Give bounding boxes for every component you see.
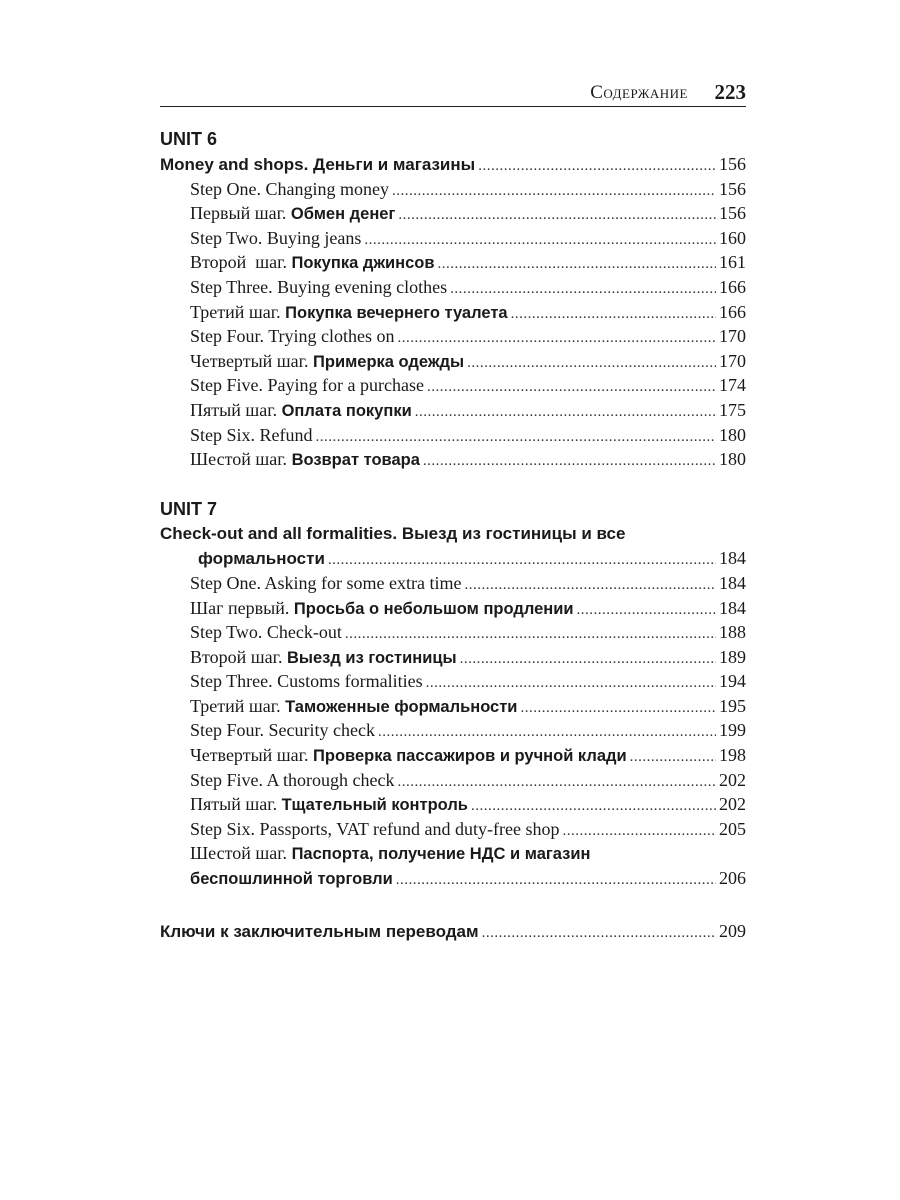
dot-leader bbox=[415, 400, 716, 425]
toc-entry[interactable] bbox=[160, 423, 746, 448]
toc-entry-page: 195 bbox=[719, 695, 746, 716]
dot-leader bbox=[398, 203, 716, 228]
toc-entry-unit-7-main-line2[interactable] bbox=[160, 546, 746, 571]
toc-entry-page: 202 bbox=[719, 769, 746, 790]
toc-entry[interactable] bbox=[160, 645, 746, 670]
dot-leader bbox=[426, 671, 716, 696]
toc-entry-title: Первый шаг. bbox=[190, 203, 291, 224]
toc-entry-page: 202 bbox=[719, 794, 746, 815]
toc-entry-title-bold-continued: беспошлинной торговли bbox=[190, 870, 393, 889]
page-header bbox=[160, 80, 746, 107]
dot-leader bbox=[478, 154, 716, 179]
toc-entry[interactable] bbox=[160, 792, 746, 817]
toc-entry-title-bold: Возврат товара bbox=[291, 451, 420, 470]
toc-entry-title-continued: формальности bbox=[198, 549, 325, 569]
toc-entry-title: Третий шаг. bbox=[190, 301, 286, 322]
dot-leader bbox=[438, 252, 716, 277]
dot-leader bbox=[450, 277, 716, 302]
toc-entry-title-bold: Просьба о небольшом продлении bbox=[293, 599, 574, 618]
toc-entry-page: 205 bbox=[719, 818, 746, 839]
toc-entry-unit-6-main[interactable] bbox=[160, 152, 746, 177]
toc-entry-page: 184 bbox=[719, 548, 746, 569]
unit-6-items bbox=[160, 177, 746, 472]
dot-leader bbox=[460, 647, 716, 672]
toc-entry-title: Шаг первый. bbox=[190, 597, 294, 618]
toc-entry[interactable] bbox=[160, 226, 746, 251]
toc-entry-title: Step Three. Buying evening clothes bbox=[190, 276, 448, 297]
toc-entry-page: 166 bbox=[719, 276, 746, 297]
dot-leader bbox=[392, 179, 716, 204]
toc-entry[interactable] bbox=[160, 768, 746, 793]
dot-leader bbox=[423, 449, 716, 474]
toc-entry-title: Пятый шаг. bbox=[190, 794, 282, 815]
dot-leader bbox=[577, 598, 716, 623]
unit-7-items bbox=[160, 571, 746, 891]
toc-entry[interactable] bbox=[160, 324, 746, 349]
dot-leader bbox=[562, 819, 716, 844]
toc-entry[interactable] bbox=[160, 398, 746, 423]
toc-entry-page: 161 bbox=[719, 252, 746, 273]
toc-entry-page: 174 bbox=[719, 375, 746, 396]
toc-entry-page: 188 bbox=[719, 622, 746, 643]
toc-entry-keys[interactable] bbox=[160, 919, 746, 944]
toc-entry[interactable] bbox=[160, 620, 746, 645]
toc-entry-page: 156 bbox=[719, 203, 746, 224]
toc-entry[interactable] bbox=[160, 743, 746, 768]
toc-entry-page: 198 bbox=[719, 745, 746, 766]
dot-leader bbox=[482, 921, 716, 946]
toc-entry-page: 175 bbox=[719, 399, 746, 420]
toc-entry[interactable] bbox=[160, 694, 746, 719]
toc-entry-unit-7-main-line1[interactable] bbox=[160, 522, 746, 547]
toc-entry-title: Step Four. Security check bbox=[190, 720, 375, 741]
toc-entry-title: Шестой шаг. bbox=[190, 843, 292, 864]
dot-leader bbox=[464, 573, 716, 598]
toc-entry-title: Четвертый шаг. bbox=[190, 350, 313, 371]
toc-entry-page: 194 bbox=[719, 671, 746, 692]
toc-entry-page: 184 bbox=[719, 572, 746, 593]
toc-entry-page: 170 bbox=[719, 350, 746, 371]
dot-leader bbox=[471, 794, 716, 819]
dot-leader bbox=[316, 425, 716, 450]
dot-leader bbox=[427, 375, 716, 400]
toc-entry-title-bold: Проверка пассажиров и ручной клади bbox=[313, 747, 627, 766]
toc-entry-page: 180 bbox=[719, 449, 746, 470]
toc-entry[interactable] bbox=[160, 596, 746, 621]
toc-entry-title-bold: Оплата покупки bbox=[281, 401, 412, 420]
toc-entry-page: 209 bbox=[719, 920, 746, 941]
dot-leader bbox=[328, 548, 716, 573]
toc-entry[interactable] bbox=[160, 177, 746, 202]
toc-entry[interactable] bbox=[160, 373, 746, 398]
toc-entry-title: Второй шаг. bbox=[190, 646, 287, 667]
toc-entry-title: Четвертый шаг. bbox=[190, 745, 313, 766]
toc-entry-title: Step Two. Buying jeans bbox=[190, 227, 362, 248]
toc-entry-title: Ключи к заключительным переводам bbox=[160, 921, 479, 941]
dot-leader bbox=[398, 326, 716, 351]
toc-entry[interactable] bbox=[160, 669, 746, 694]
toc-entry-page: 156 bbox=[719, 178, 746, 199]
toc-entry-title: Второй шаг. bbox=[190, 252, 292, 273]
toc-entry-title: Step Six. Refund bbox=[190, 424, 313, 445]
toc-entry-last-line2[interactable] bbox=[160, 866, 746, 891]
toc-entry-title-bold: Выезд из гостиницы bbox=[286, 648, 457, 667]
toc-entry-title: Пятый шаг. bbox=[190, 399, 282, 420]
toc-entry-title: Money and shops. Деньги и магазины bbox=[160, 155, 476, 174]
toc-entry-page: 189 bbox=[719, 646, 746, 667]
toc-entry-page: 166 bbox=[719, 301, 746, 322]
page-number: 223 bbox=[714, 80, 746, 104]
toc-entry[interactable] bbox=[160, 300, 746, 325]
toc-entry-title: Step One. Changing money bbox=[190, 178, 389, 199]
toc-entry-page: 170 bbox=[719, 326, 746, 347]
toc-entry[interactable] bbox=[160, 275, 746, 300]
table-of-contents bbox=[160, 126, 746, 943]
toc-entry-title-bold: Паспорта, получение НДС и магазин bbox=[291, 845, 591, 864]
dot-leader bbox=[378, 720, 716, 745]
toc-entry-title-bold: Обмен денег bbox=[290, 205, 396, 224]
dot-leader bbox=[345, 622, 716, 647]
toc-entry-title: Step Five. Paying for a purchase bbox=[190, 375, 424, 396]
toc-entry-title-bold: Примерка одежды bbox=[313, 352, 465, 371]
toc-entry-page: 180 bbox=[719, 424, 746, 445]
toc-entry-title: Step Three. Customs formalities bbox=[190, 671, 423, 692]
unit-6-heading: UNIT 6 bbox=[160, 129, 218, 149]
dot-leader bbox=[520, 696, 716, 721]
dot-leader bbox=[396, 868, 716, 893]
toc-entry-page: 156 bbox=[719, 154, 746, 174]
toc-entry-title: Третий шаг. bbox=[190, 695, 286, 716]
toc-entry-title: Step Six. Passports, VAT refund and duty-free shop bbox=[190, 818, 560, 839]
toc-entry-page: 184 bbox=[719, 597, 746, 618]
dot-leader bbox=[630, 745, 716, 770]
toc-entry[interactable] bbox=[160, 201, 746, 226]
toc-entry-title-bold: Таможенные формальности bbox=[285, 697, 518, 716]
toc-entry[interactable] bbox=[160, 447, 746, 472]
toc-entry[interactable] bbox=[160, 250, 746, 275]
toc-entry-title: Шестой шаг. bbox=[190, 449, 292, 470]
toc-entry-title: Step Five. A thorough check bbox=[190, 769, 395, 790]
dot-leader bbox=[511, 302, 716, 327]
unit-7-heading: UNIT 7 bbox=[160, 498, 218, 519]
toc-entry-title: Step Four. Trying clothes on bbox=[190, 326, 395, 347]
dot-leader bbox=[364, 228, 716, 253]
toc-entry-title: Step One. Asking for some extra time bbox=[190, 572, 462, 593]
toc-entry-last-line1[interactable] bbox=[160, 841, 746, 866]
toc-entry-title-bold: Покупка джинсов bbox=[291, 254, 435, 273]
dot-leader bbox=[397, 770, 716, 795]
toc-entry-title: Check-out and all formalities. Выезд из гостиницы и все bbox=[160, 523, 626, 543]
toc-entry[interactable] bbox=[160, 571, 746, 596]
toc-entry[interactable] bbox=[160, 817, 746, 842]
toc-entry-title-bold: Покупка вечернего туалета bbox=[285, 303, 508, 322]
running-title: Содержание bbox=[590, 82, 688, 103]
toc-entry-page: 160 bbox=[719, 227, 746, 248]
dot-leader bbox=[467, 351, 716, 376]
toc-entry-title: Step Two. Check-out bbox=[190, 622, 342, 643]
toc-entry[interactable] bbox=[160, 349, 746, 374]
toc-entry[interactable] bbox=[160, 718, 746, 743]
toc-entry-page: 199 bbox=[719, 720, 746, 741]
toc-entry-page: 206 bbox=[719, 868, 746, 889]
toc-entry-title-bold: Тщательный контроль bbox=[281, 796, 468, 815]
